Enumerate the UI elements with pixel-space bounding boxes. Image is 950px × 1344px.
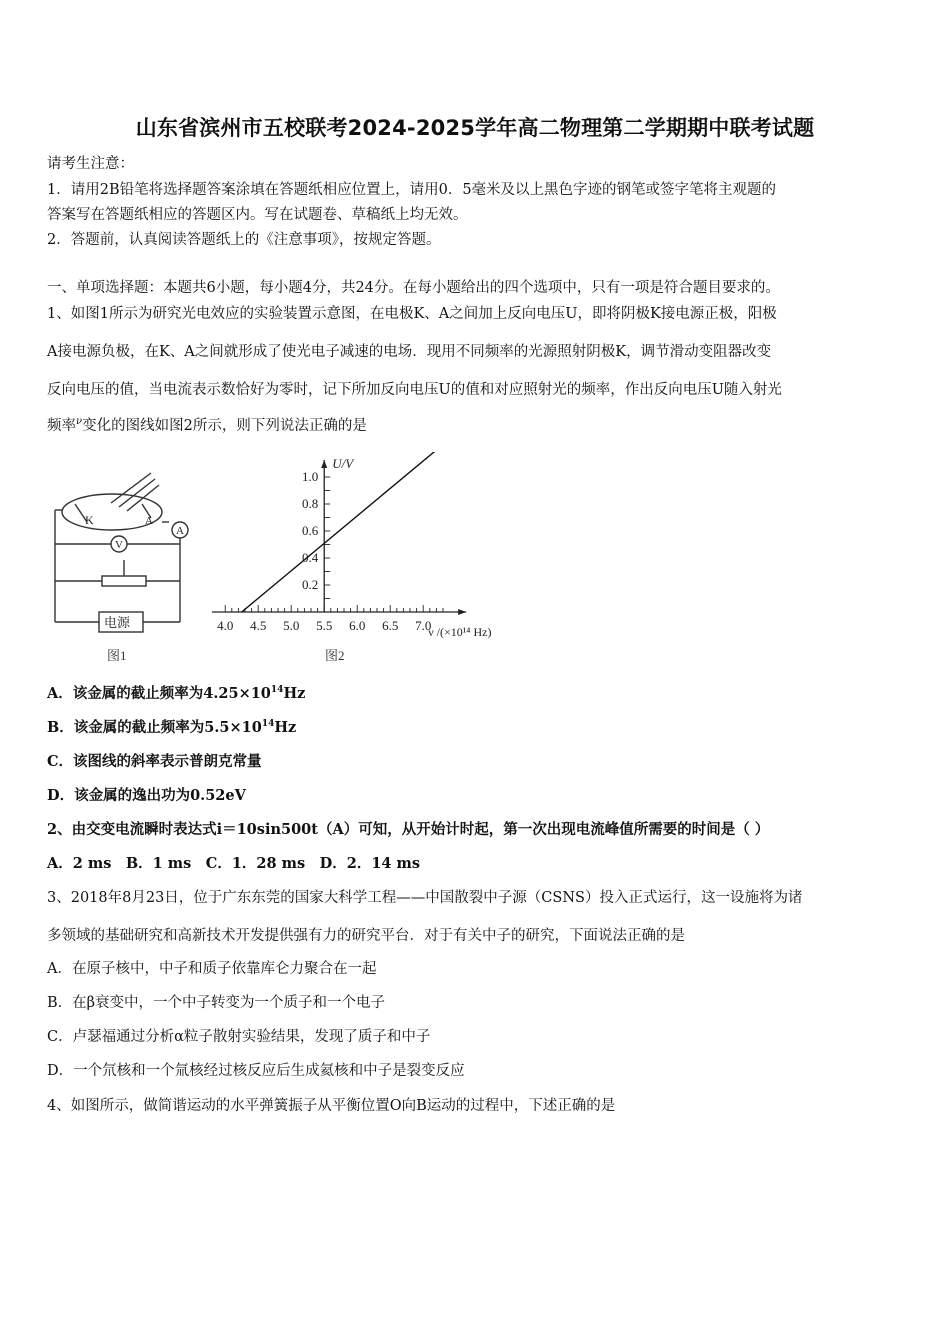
y-axis-arrow [321, 460, 327, 468]
y-tick-label: 0.2 [301, 577, 319, 592]
series-line-U [242, 452, 437, 612]
q1-option-b-exp: 14 [261, 719, 275, 730]
figure2-chart [212, 452, 491, 639]
q2-stem: 2、由交变电流瞬时表达式i＝10sin500t（A）可知，从开始计时起，第一次出现电流峰值所需要的时间是（ ） [47, 821, 770, 838]
page-title: 山东省滨州市五校联考2024-2025学年高二物理第二学期期中联考试题 [135, 116, 815, 140]
q3-option-a: A．在原子核中，中子和质子依靠库仑力聚合在一起 [47, 961, 377, 977]
q1-option-d: D．该金属的逸出功为0.52eV [47, 787, 246, 804]
q3-stem-line1: 3、2018年8月23日，位于广东东莞的国家大科学工程——中国散裂中子源（CSNS）投入正式运行，这一设施将为诸 [47, 890, 803, 906]
section-heading: 一、单项选择题：本题共6小题，每小题4分，共24分。在每小题给出的四个选项中，只有一项是符合题目要求的。 [47, 280, 780, 296]
q2-options: A．2 ms B．1 ms C．1．28 ms D．2．14 ms [47, 855, 421, 872]
q1-stem-line3: 反向电压的值，当电流表示数恰好为零时，记下所加反向电压U的值和对应照射光的频率，作出反向电压U随入射光 [47, 382, 782, 398]
anode-label: A [145, 515, 153, 527]
x-tick-label: 6.5 [382, 618, 399, 633]
ammeter-label: A [176, 525, 184, 537]
notice-item-2: 2．答题前，认真阅读答题纸上的《注意事项》，按规定答题。 [47, 232, 441, 248]
q1-option-b [47, 716, 296, 737]
q3-option-c: C．卢瑟福通过分析α粒子散射实验结果，发现了质子和中子 [47, 1029, 431, 1045]
power-source-label: 电源 [104, 615, 131, 630]
x-axis-label: ν /(×10¹⁴ Hz) [428, 625, 492, 639]
q4-stem: 4、如图所示，做简谐运动的水平弹簧振子从平衡位置O向B运动的过程中，下述正确的是 [47, 1098, 616, 1114]
q1-figure [47, 452, 547, 672]
cathode-label: K [85, 513, 94, 527]
notice-item-1a: 1．请用2B铅笔将选择题答案涂填在答题纸相应位置上，请用0．5毫米及以上黑色字迹的钢笔或签字笔将主观题的 [47, 182, 777, 198]
q1-stem-line1: 1、如图1所示为研究光电效应的实验装置示意图，在电极K、A之间加上反向电压U，即将阴极K接电源正极，阳极 [47, 306, 777, 322]
y-tick-label: 0.8 [301, 496, 319, 511]
y-tick-label: 0.4 [301, 550, 319, 565]
notice-header: 请考生注意： [47, 156, 134, 172]
x-tick-label: 6.0 [349, 618, 366, 633]
notice-item-1b: 答案写在答题纸相应的答题区内。写在试题卷、草稿纸上均无效。 [47, 207, 468, 223]
q1-option-a-unit: Hz [283, 685, 306, 702]
voltmeter-label: V [115, 539, 123, 551]
figure2-caption: 图2 [325, 648, 345, 663]
x-tick-label: 4.5 [250, 618, 267, 633]
q3-stem-line2: 多领域的基础研究和高新技术开发提供强有力的研究平台．对于有关中子的研究，下面说法正确的是 [47, 928, 685, 944]
q1-option-c: C．该图线的斜率表示普朗克常量 [47, 753, 262, 770]
x-tick-label: 4.0 [217, 618, 234, 633]
x-tick-label: 5.0 [283, 618, 300, 633]
nu-symbol: ν [76, 416, 83, 428]
x-axis-arrow [458, 609, 466, 615]
q1-option-a [47, 682, 305, 703]
y-axis-label: U/V [332, 456, 354, 471]
q1-stem-line4-pre: 频率 [47, 418, 76, 434]
y-tick-label: 1.0 [301, 469, 319, 484]
q1-option-b-text: B．该金属的截止频率为5.5×10 [47, 719, 262, 736]
figure1-caption: 图1 [107, 648, 127, 663]
q1-option-a-text: A．该金属的截止频率为4.25×10 [47, 685, 271, 702]
q1-stem-line4-post: 变化的图线如图2所示，则下列说法正确的是 [82, 418, 367, 434]
figure1-circuit [55, 473, 188, 632]
q1-stem-line2: A接电源负极，在K、A之间就形成了使光电子减速的电场．现用不同频率的光源照射阴极K，调节滑动变阻器改变 [47, 344, 772, 360]
y-tick-label: 0.6 [301, 523, 319, 538]
x-tick-label: 7.0 [415, 618, 432, 633]
x-tick-label: 5.5 [316, 618, 333, 633]
rheostat [102, 576, 146, 586]
q1-option-a-exp: 14 [270, 685, 284, 696]
q3-option-d: D．一个氘核和一个氚核经过核反应后生成氦核和中子是裂变反应 [47, 1063, 465, 1079]
q1-stem-line4 [47, 414, 367, 435]
q3-option-b: B．在β衰变中，一个中子转变为一个质子和一个电子 [47, 995, 386, 1011]
q1-option-b-unit: Hz [274, 719, 297, 736]
